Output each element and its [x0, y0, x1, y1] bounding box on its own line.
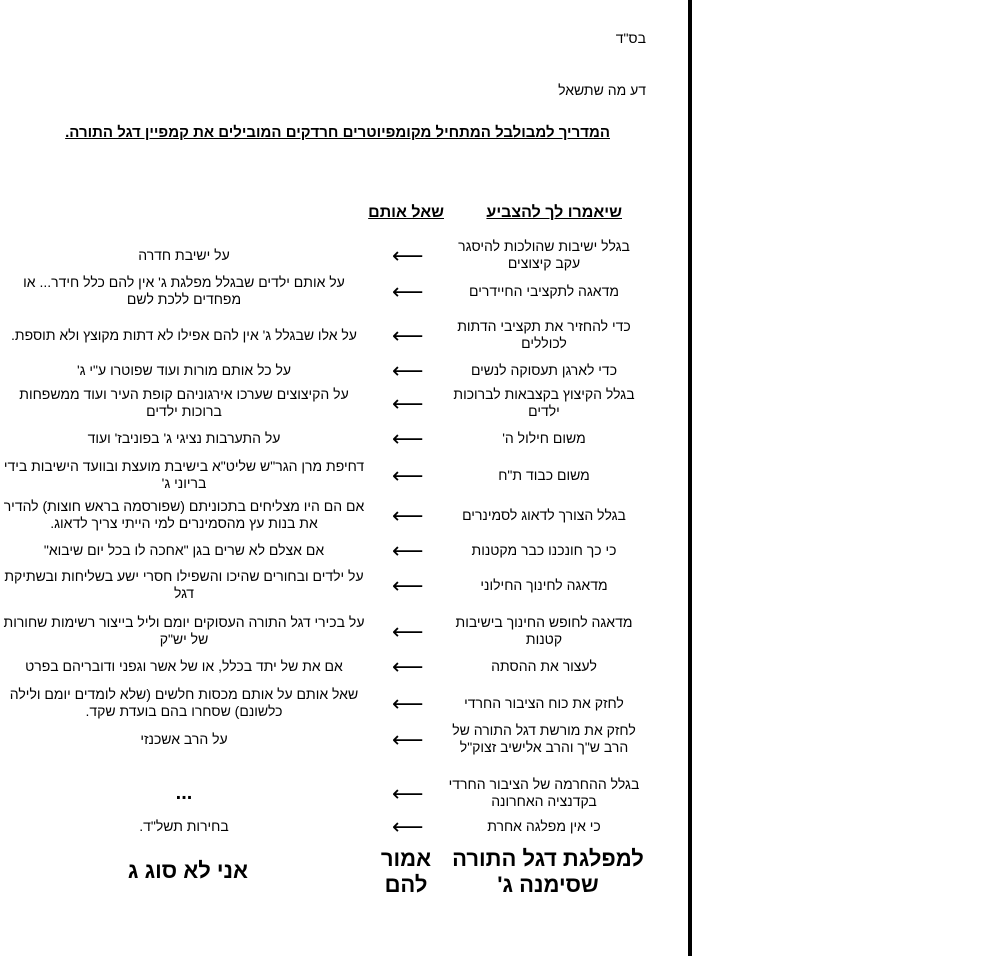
footer-ask: אמור להם [380, 846, 432, 897]
left-arrow-icon: ⟵ [392, 463, 424, 488]
left-arrow-icon: ⟵ [392, 573, 424, 598]
footer-answer: אני לא סוג ג [127, 858, 249, 883]
row-reason: בגלל ההחרמה של הציבור החרדי בקדנציה האחרונה [448, 776, 640, 809]
row-reason: בגלל הצורך לדאוג לסמינרים [462, 507, 626, 523]
row-ask: על כל אותם מורות ועוד שפוטרו ע"י ג' [76, 362, 292, 378]
row-ask: על ילדים ובחורים שהיכו והשפילו חסרי ישע בשליחות ובשתיקת דגל [4, 568, 364, 601]
left-arrow-icon: ⟵ [392, 654, 424, 679]
left-arrow-icon: ⟵ [392, 503, 424, 528]
row-reason: משום כבוד ת"ח [498, 467, 590, 483]
column-header-ask: שאל אותם [368, 204, 444, 221]
row-ask: על הקיצוצים שערכו אירגוניהם קופת העיר ועוד ממשפחות ברוכות ילדים [19, 386, 349, 419]
left-arrow-icon: ⟵ [392, 426, 424, 451]
row-reason: כדי להחזיר את תקציבי הדתות לכוללים [457, 318, 631, 351]
row-ask: ... [175, 782, 193, 804]
row-ask: על ישיבת חדרה [138, 247, 230, 263]
left-arrow-icon: ⟵ [392, 358, 424, 383]
row-ask: על בכירי דגל התורה העסוקים יומם וליל בייצור רשימות שחורות של יש"ק [3, 614, 365, 647]
row-reason: לעצור את ההסתה [491, 658, 597, 674]
left-arrow-icon: ⟵ [392, 727, 424, 752]
left-arrow-icon: ⟵ [392, 538, 424, 563]
row-reason: כי כך חונכנו כבר מקטנות [471, 542, 617, 558]
vertical-divider [688, 0, 692, 956]
bsd-header: בס"ד [615, 30, 646, 46]
left-arrow-icon: ⟵ [392, 243, 424, 268]
row-reason: מדאגה לתקציבי החיידרים [469, 283, 619, 299]
row-reason: לחזק את כוח הציבור החרדי [464, 695, 624, 711]
row-reason: בגלל הקיצוץ בקצבאות לברוכות ילדים [453, 386, 635, 419]
left-arrow-icon: ⟵ [392, 279, 424, 304]
row-ask: דחיפת מרן הגר"ש שליט"א בישיבת מועצת ובוועד הישיבות בידי בריוני ג' [3, 458, 365, 491]
column-header-reason: שיאמרו לך להצביע [486, 204, 622, 221]
row-ask: שאל אותם על אותם מכסות חלשים (שלא לומדים יומם ולילה כלשונם) שסחרו בהם בועדת שקד. [9, 686, 359, 719]
row-ask: אם הם היו מצליחים בתכוניתם (שפורסמה בראש חוצות) להדיר את בנות עץ מהסמינרים למי הייתי צריך לדאוג. [3, 498, 365, 531]
left-arrow-icon: ⟵ [392, 619, 424, 644]
page-title: המדריך למבולבל המתחיל מקומפיוטרים חרדקים המובילים את קמפיין דגל התורה. [65, 124, 610, 141]
left-arrow-icon: ⟵ [392, 691, 424, 716]
row-reason: משום חילול ה' [502, 430, 586, 446]
row-ask: בחירות תשל"ד. [139, 818, 229, 834]
row-ask: אם את של יתד בכלל, או של אשר וגפני ודובריהם בפרט [25, 658, 343, 674]
row-reason: מדאגה לחופש החינוך בישיבות קטנות [455, 614, 633, 647]
row-ask: אם אצלם לא שרים בגן "אחכה לו בכל יום שיבוא" [43, 542, 325, 558]
row-ask: על התערבות נציגי ג' בפוניבז' ועוד [87, 430, 281, 446]
row-ask: על הרב אשכנזי [140, 731, 228, 747]
row-reason: בגלל ישיבות שהולכות להיסגר עקב קיצוצים [458, 238, 630, 271]
left-arrow-icon: ⟵ [392, 814, 424, 839]
row-reason: כי אין מפלגה אחרת [487, 818, 601, 834]
row-reason: לחזק את מורשת דגל התורה של הרב ש"ך והרב אלישיב זצוק"ל [452, 722, 636, 755]
left-arrow-icon: ⟵ [392, 391, 424, 416]
footer-reason: למפלגת דגל התורה שסימנה ג' [452, 846, 644, 897]
row-reason: מדאגה לחינוך החילוני [480, 577, 608, 593]
left-arrow-icon: ⟵ [392, 323, 424, 348]
motto: דע מה שתשאל [558, 82, 646, 98]
row-reason: כדי לארגן תעסוקה לנשים [470, 362, 618, 378]
row-ask: על אותם ילדים שבגלל מפלגת ג' אין להם כלל חידר... או מפחדים ללכת לשם [23, 274, 345, 307]
row-ask: על אלו שבגלל ג' אין להם אפילו לא דתות מקוצץ ולא תוספת. [11, 327, 357, 343]
left-arrow-icon: ⟵ [392, 781, 424, 806]
